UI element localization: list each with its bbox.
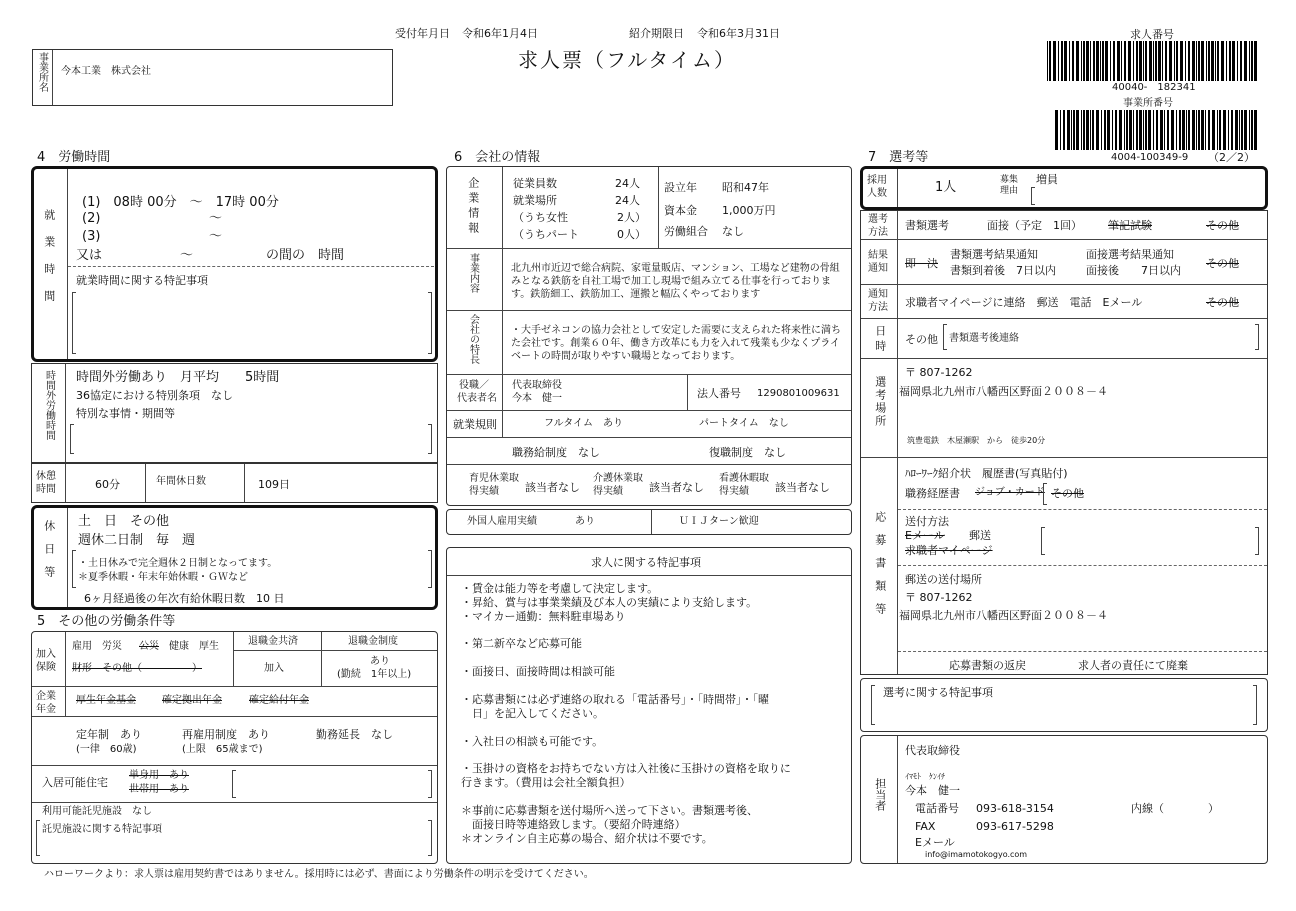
special-note-7: ・入社日の相談も可能です。 (461, 735, 604, 748)
special-note-9a: ＊事前に応募書類を送付場所へ送って下さい。書類選考後、 (461, 804, 758, 817)
contact-title: 代表取締役 (905, 744, 960, 757)
selection-notes-box (860, 678, 1268, 732)
rules-full: フルタイム あり (544, 418, 623, 429)
reason-value: 増員 (1036, 173, 1058, 186)
housing-label: 入居可能住宅 (42, 776, 108, 789)
part-label: （うちパート (513, 228, 579, 241)
company-info-label: 企業情報 (466, 177, 480, 237)
duty-pay: 職務給制度 なし (512, 446, 600, 459)
post-address: 福岡県北九州市八幡西区野面２００８－４ (899, 609, 1108, 622)
contact-name: 今本 健一 (905, 784, 960, 797)
founded-label: 設立年 (664, 181, 697, 194)
annual-holiday-label: 年間休日数 (156, 476, 206, 487)
documents-resume: 職務経歴書 (905, 487, 960, 500)
corp-no-label: 法人番号 (697, 387, 741, 400)
result-other: その他 (1206, 257, 1239, 270)
work-time-or-tail: の間の 時間 (266, 248, 345, 263)
retire-system-label: 退職金制度 (348, 636, 398, 647)
special-note-1: ・賃金は能力等を考慮して決定します。 (461, 582, 659, 595)
notify-label: 通知方法 (868, 289, 888, 313)
employer-label: 事業所名 (36, 52, 48, 92)
special-circumstances: 特別な事情・期間等 (76, 407, 175, 420)
holiday-system: 週休二日制 毎 週 (78, 533, 196, 548)
rehire-detail: (上限 65歳まで) (182, 744, 263, 755)
employees-value: 24人 (615, 177, 640, 190)
tel-label: 電話番号 (915, 802, 959, 815)
work-time-1: (1) 08時 00分 ～ 17時 00分 (82, 195, 279, 210)
rep-title: 代表取締役 (512, 380, 562, 391)
insurance-health: 健康 厚生 (169, 641, 219, 652)
corp-no-value: 1290801009631 (757, 388, 840, 399)
rules-label: 就業規則 (453, 418, 497, 431)
break-label: 休憩時間 (36, 471, 56, 495)
work-time-3-tilde: ～ (209, 229, 223, 244)
job-no: 40040- 182341 (1112, 82, 1196, 93)
selection-box (860, 210, 1268, 675)
extension: 勤務延長 なし (316, 728, 393, 741)
capital-label: 資本金 (664, 204, 697, 217)
work-notes-label: 就業時間に関する特記事項 (76, 274, 208, 287)
rules-part: パートタイム なし (699, 418, 789, 429)
business-content: 北九州市近辺で総合病院、家電量販店、マンション、工場など建物の骨組みとなる鉄筋を自社工場で加工し現場で組み立てる仕事を行っております。鉄筋細工、鉄筋加工、運搬と幅広くやっております (511, 263, 840, 300)
insurance-1: 雇用 労災 (72, 641, 122, 652)
documents-required: ﾊﾛｰﾜｰｸ紹介状 履歴書(写真貼付) (905, 467, 1068, 480)
pension-label: 企業年金 (36, 691, 56, 715)
return-label: 応募書類の返戻 (949, 659, 1026, 672)
office-no-label: 事業所番号 (1123, 98, 1173, 109)
expiry-date: 令和6年3月31日 (697, 27, 780, 40)
hires-box (860, 166, 1268, 210)
contact-kana: ｲﾏﾓﾄ ｹﾝｲﾁ (905, 772, 945, 781)
place-zip: 〒 807-1262 (905, 366, 973, 379)
date-label: 日時 (873, 325, 887, 355)
founded-value: 昭和47年 (722, 181, 769, 194)
special-note-6b: 日」を記入してください。 (461, 707, 604, 720)
fax-value: 093-617-5298 (976, 820, 1054, 833)
foreign-value: あり (575, 516, 595, 527)
company-info-box (446, 166, 852, 506)
date-value: 書類選考後連絡 (949, 333, 1019, 344)
nursing-leave-value: 該当者なし (775, 481, 830, 494)
rep-name: 今本 健一 (512, 393, 562, 404)
childcare-leave-value: 該当者なし (525, 481, 580, 494)
capital-value: 1,000万円 (722, 204, 776, 217)
uij-turn: ＵＩＪターン歓迎 (679, 516, 759, 527)
retire-mutual-value: 加入 (264, 663, 284, 674)
documents-other: その他 (1051, 487, 1084, 500)
work-time-3: (3) (82, 229, 101, 244)
overtime-box (31, 363, 438, 463)
annual-holiday-value: 109日 (258, 478, 290, 491)
s5-title: 5 その他の労働条件等 (37, 614, 176, 629)
childcare-notes: 託児施設に関する特記事項 (42, 824, 162, 835)
care-leave-value: 該当者なし (649, 481, 704, 494)
result-interview-notice: 面接選考結果通知 (1086, 248, 1174, 261)
retire-mutual-label: 退職金共済 (248, 636, 298, 647)
special-note-5: ・面接日、面接時間は相談可能 (461, 665, 615, 678)
site-value: 24人 (615, 194, 640, 207)
special-note-6a: ・応募書類には必ず連絡の取れる「電話番号」・「時間帯」・「曜 (461, 693, 769, 706)
fax-label: FAX (915, 820, 936, 833)
housing-single: 単身用 あり (129, 770, 189, 781)
overtime-line: 時間外労働あり 月平均 5時間 (76, 370, 280, 385)
work-time-or-tilde: ～ (180, 248, 194, 263)
date-other: その他 (905, 333, 938, 346)
retirement-age-detail: (一律 60歳) (76, 744, 137, 755)
other-conditions-box (31, 631, 438, 864)
footer-note: ハローワークより：求人票は雇用契約書ではありません。採用時には必ず、書面により労働条件の明示を受けてください。 (44, 869, 594, 880)
method-interview: 面接（予定 1回） (987, 219, 1082, 232)
email-label: Eメール (915, 836, 955, 849)
holiday-note-2: ＊夏季休暇・年末年始休暇・ＧＷなど (78, 572, 248, 583)
special-notes-box (446, 547, 852, 864)
special-note-2: ・昇給、賞与は事業業績及び本人の実績により支給します。 (461, 596, 758, 609)
reinstate: 復職制度 なし (709, 446, 786, 459)
reason-label: 募集理由 (1000, 175, 1019, 196)
post-zip: 〒 807-1262 (905, 591, 973, 604)
job-no-barcode (1047, 41, 1261, 81)
retire-system-value: あり (370, 656, 390, 667)
result-doc-days: 書類到着後 7日以内 (950, 264, 1056, 277)
part-value: 0人） (617, 228, 646, 241)
office-no: 4004-100349-9 (1111, 152, 1189, 163)
insurance-other: 財形 その他（ ） (72, 663, 202, 674)
s6-title: 6 会社の情報 (454, 150, 541, 165)
hires-value: 1人 (935, 180, 957, 195)
work-time-2-tilde: ～ (209, 211, 223, 226)
break-box (31, 463, 438, 503)
place-access: 筑豊電鉄 木屋瀬駅 から 徒歩20分 (907, 436, 1046, 445)
feature-content: ・大手ゼネコンの協力会社として安定した需要に支えられた将来性に満ちた会社です。創業６０年、働き方改革にも力を入れて残業も少なくプライベートの時間が取りやすい職場となっております。 (511, 325, 841, 362)
special-note-3: ・マイカー通勤：無料駐車場あり (461, 610, 626, 623)
documents-label: 応募書類等 (873, 511, 887, 626)
housing-family: 世帯用 あり (129, 784, 189, 795)
place-label: 選考場所 (873, 376, 887, 428)
holiday-days: 土 日 その他 (78, 514, 170, 529)
send-label: 送付方法 (905, 515, 949, 528)
pension-2: 確定拠出年金 (162, 695, 222, 706)
received-label: 受付年月日 (395, 27, 450, 40)
special-notes-title: 求人に関する特記事項 (591, 556, 701, 569)
method-written: 筆記試験 (1108, 219, 1152, 232)
s7-title: 7 選考等 (868, 150, 929, 165)
business-label: 事業内容 (467, 253, 479, 293)
feature-label: 会社の特長 (467, 314, 479, 364)
overtime-label: 時間外労働時間 (43, 370, 55, 440)
special-note-9b: 面接日時等連絡致します。（要紹介時連絡） (461, 818, 686, 831)
special-note-4: ・第二新卒など応募可能 (461, 637, 582, 650)
page-number: （2／2） (1208, 151, 1255, 164)
holiday-note-1: ・土日休みで完全週休２日制となってます。 (78, 558, 278, 569)
paid-leave: 6ヶ月経過後の年次有給休暇日数 10 日 (84, 592, 285, 605)
site-label: 就業場所 (513, 194, 557, 207)
method-label: 選考方法 (868, 214, 888, 238)
result-instant: 即 決 (905, 257, 938, 270)
notify-methods: 求職者マイページに連絡 郵送 電話 Eメール (905, 296, 1143, 309)
work-time-or: 又は (76, 248, 103, 263)
contact-box (860, 735, 1268, 864)
union-label: 労働組合 (664, 225, 708, 238)
work-hours-box (31, 166, 438, 362)
received-date: 令和6年1月4日 (462, 27, 538, 40)
email-value: info@imamotokogyo.com (925, 850, 1028, 859)
notify-other: その他 (1206, 296, 1239, 309)
rep-label-1: 役職／ (459, 380, 489, 391)
method-documents: 書類選考 (905, 219, 949, 232)
job-no-label: 求人番号 (1130, 28, 1174, 41)
result-doc-notice: 書類選考結果通知 (950, 248, 1038, 261)
union-value: なし (722, 225, 744, 238)
childcare-leave-label: 育児休業取得実績 (469, 473, 519, 497)
work-time-2: (2) (82, 211, 101, 226)
rep-label-2: 代表者名 (457, 393, 497, 404)
employees-label: 従業員数 (513, 177, 557, 190)
foreign-label: 外国人雇用実績 (467, 516, 537, 527)
rehire: 再雇用制度 あり (182, 728, 270, 741)
nursing-leave-label: 看護休暇取得実績 (719, 473, 769, 497)
s4-title: 4 労働時間 (37, 150, 111, 165)
break-value: 60分 (95, 478, 120, 491)
employer-name: 今本工業 株式会社 (61, 66, 151, 77)
send-mypage: 求職者マイページ (905, 544, 993, 557)
selection-notes-label: 選考に関する特記事項 (883, 686, 993, 699)
insurance-public: 公災 (139, 641, 159, 652)
special-note-8b: 行きます。（費用は会社全額負担） (461, 776, 631, 789)
extension-label: 内線（ ） (1131, 802, 1219, 815)
childcare-facility: 利用可能託児施設 なし (42, 806, 152, 817)
special-note-10: ＊オンライン自主応募の場合、紹介状は不要です。 (461, 832, 713, 845)
tel-value: 093-618-3154 (976, 802, 1054, 815)
hires-label: 採用人数 (867, 175, 887, 199)
special-note-8a: ・玉掛けの資格をお持ちでない方は入社後に玉掛けの資格を取りに (461, 762, 791, 775)
pension-3: 確定給付年金 (249, 695, 309, 706)
work-time-label: 就業時間 (42, 209, 56, 317)
documents-jobcard: ジョブ・カード (975, 487, 1045, 498)
care-leave-label: 介護休業取得実績 (593, 473, 643, 497)
women-label: （うち女性 (513, 211, 568, 224)
contact-label: 担当者 (873, 778, 887, 811)
retire-system-years: (勤続 1年以上) (337, 669, 412, 680)
send-post: 郵送 (969, 529, 991, 542)
expiry-label: 紹介期限日 (629, 27, 684, 40)
return-value: 求人者の責任にて廃棄 (1078, 659, 1188, 672)
holiday-label: 休日等 (42, 520, 56, 589)
pension-1: 厚生年金基金 (76, 695, 136, 706)
insurance-label: 加入保険 (36, 649, 56, 673)
women-value: 2人） (617, 211, 646, 224)
post-to-label: 郵送の送付場所 (905, 573, 982, 586)
page-title: 求人票（フルタイム） (518, 48, 736, 72)
foreign-box (446, 509, 852, 535)
agreement: 36協定における特別条項 なし (76, 389, 233, 402)
result-interview-days: 面接後 7日以内 (1086, 264, 1181, 277)
retirement-age: 定年制 あり (76, 728, 142, 741)
place-address: 福岡県北九州市八幡西区野面２００８－４ (899, 385, 1108, 398)
employer-box (32, 49, 393, 106)
result-label: 結果通知 (868, 250, 888, 274)
send-email: Eメール (905, 529, 945, 542)
holiday-box (31, 505, 438, 610)
method-other: その他 (1206, 219, 1239, 232)
office-no-barcode (1055, 110, 1261, 150)
